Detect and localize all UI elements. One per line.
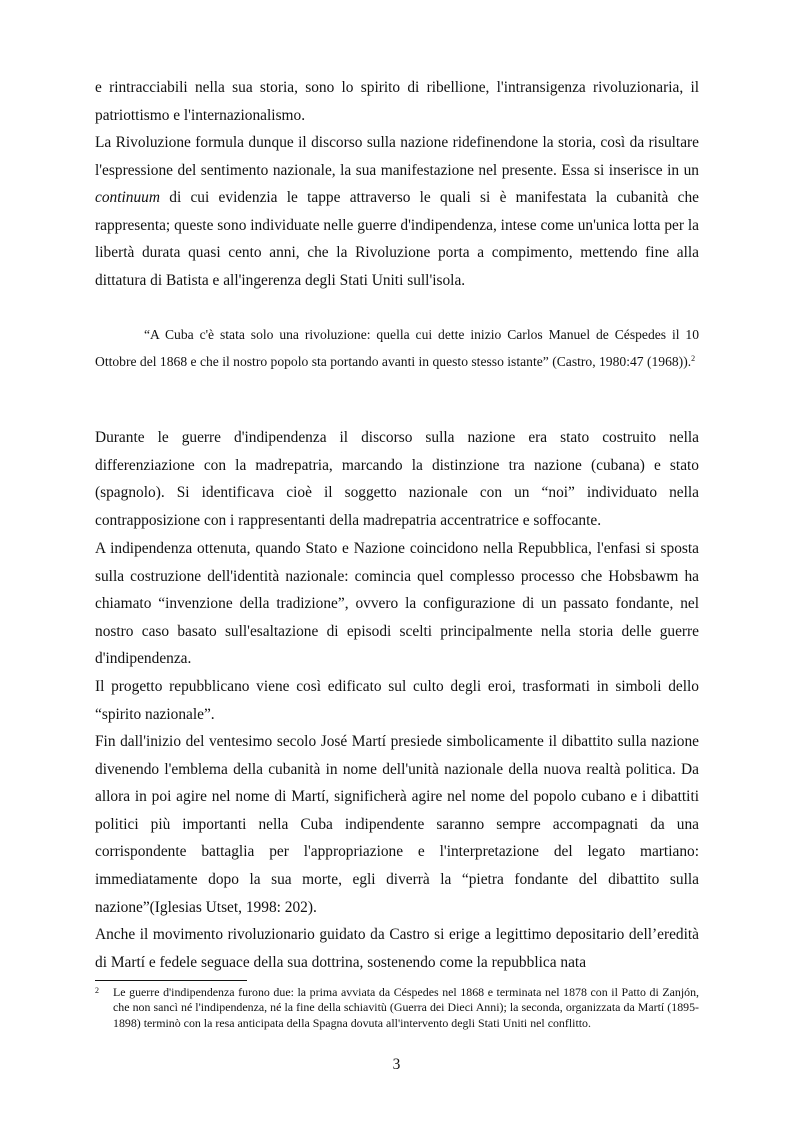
paragraph-2-end: di cui evidenzia le tappe attraverso le quali si è manifestata la cubanità che rappresenta; queste sono individuate nelle guerre d'indipendenza, intese come un'unica lotta per la libertà durata quasi cento anni, che la Rivoluzione porta a compimento, mettendo fine alla dittatura di Batista e all'ingerenza degli Stati Uniti sull'isola. [95,189,699,289]
paragraph-1: e rintracciabili nella sua storia, sono lo spirito di ribellione, l'intransigenza rivoluzionaria, il patriottismo e l'internazionalismo. [95,79,699,124]
footnote [95,985,699,1031]
emphasis-continuum: continuum [95,189,160,207]
footnote-separator [95,980,247,981]
footnote-ref: 2 [691,354,696,364]
paragraph-7: Anche il movimento rivoluzionario guidato da Castro si erige a legittimo depositario dell’eredità di Martí e fedele seguace della sua dottrina, sostenendo come la repubblica nata [95,926,699,971]
paragraph-2-start: La Rivoluzione formula dunque il discorso sulla nazione ridefinendone la storia, così da risultare l'espressione del sentimento nazionale, la sua manifestazione nel presente. Essa si inserisce in un [95,134,699,179]
footnote-mark: 2 [95,986,99,995]
page-number: 3 [392,1056,401,1073]
paragraph-2 [95,129,699,295]
paragraph-4: A indipendenza ottenuta, quando Stato e Nazione coincidono nella Repubblica, l'enfasi si sposta sulla costruzione dell'identità nazionale: comincia quel complesso processo che Hobsbawm ha chiamato “invenzione della tradizione”, ovvero la configurazione di un passato fondante, nel nostro caso basato sull'esaltazione di episodi scelti principalmente nella storia delle guerre d'indipendenza. [95,540,699,668]
paragraph-3: Durante le guerre d'indipendenza il discorso sulla nazione era stato costruito nella differenziazione con la madrepatria, marcando la distinzione tra nazione (cubana) e stato (spagnolo). Si identificava cioè il soggetto nazionale con un “noi” individuato nella contrapposizione con i rappresentanti della madrepatria accentratrice e soffocante. [95,429,699,529]
paragraph-5: Il progetto repubblicano viene così edificato sul culto degli eroi, trasformati in simboli dello “spirito nazionale”. [95,678,699,723]
block-quote [95,321,699,376]
quote-text: “A Cuba c'è stata solo una rivoluzione: quella cui dette inizio Carlos Manuel de Céspedes il 10 Ottobre del 1868 e che il nostro popolo sta portando avanti in questo stesso istante” (Castro, 1980:47 (1968)). [95,327,699,370]
footnote-text: Le guerre d'indipendenza furono due: la prima avviata da Céspedes nel 1868 e terminata nel 1878 con il Patto di Zanjón, che non sancì né l'indipendenza, né la fine della schiavitù (Guerra dei Dieci Anni); la seconda, organizzata da Martí (1895-1898) terminò con la resa anticipata della Spagna dovuta all'intervento degli Stati Uniti nel conflitto. [113,985,699,1030]
paragraph-6: Fin dall'inizio del ventesimo secolo José Martí presiede simbolicamente il dibattito sulla nazione divenendo l'emblema della cubanità in nome dell'unità nazionale della nuova realtà politica. Da allora in poi agire nel nome di Martí, significherà agire nel nome del popolo cubano e i dibattiti politici più importanti nella Cuba indipendente saranno sempre accompagnati da una corrispondente battaglia per l'appropriazione e l'interpretazione del legato martiano: immediatamente dopo la sua morte, egli diverrà la “pietra fondante del dibattito sulla nazione”(Iglesias Utset, 1998: 202). [95,733,699,916]
